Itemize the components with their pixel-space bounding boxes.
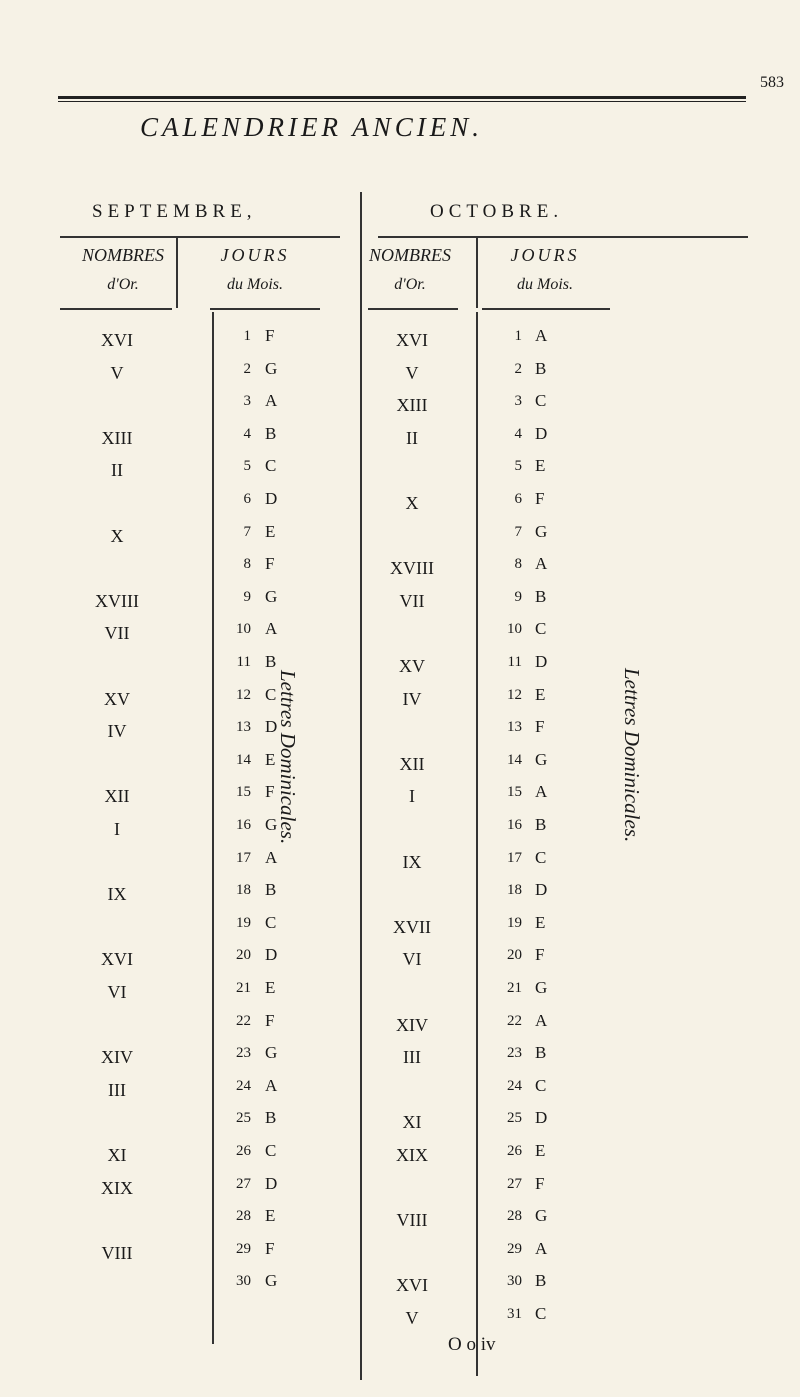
dominical-letter: C [265,684,277,704]
dominical-letter: G [535,1206,548,1226]
day-number: 30 [507,1273,522,1290]
dominical-letter: B [265,652,277,671]
day-number: 28 [507,1208,522,1225]
dominical-letter: C [265,912,277,932]
day-number: 15 [507,784,522,801]
day-number: 6 [514,491,522,507]
dominical-letter: G [265,1271,278,1291]
day-number: 19 [507,914,522,931]
golden-number: VI [107,982,127,1002]
dominical-letter: A [535,554,548,574]
top-rule-thick [58,96,746,99]
dominical-letter: D [265,717,278,737]
dominical-letter: G [535,749,548,769]
day-number: 18 [236,882,251,899]
october-golden-sub: d'Or. [394,276,426,293]
golden-number: VIII [396,1210,428,1231]
day-number: 24 [507,1077,522,1094]
october-header-rule [378,236,748,238]
dominical-letter: G [265,1043,278,1063]
october-golden-header: NOMBRES [369,245,451,265]
dominical-letter: E [265,978,276,997]
golden-number: V [405,1308,419,1328]
dominical-letter: B [265,880,277,900]
day-number: 10 [236,621,251,638]
dominical-letter: C [535,847,547,867]
dominical-letter: G [265,358,278,378]
dominical-letter: B [535,586,547,606]
dominical-letter: D [535,423,548,443]
dominical-letter: A [265,619,278,639]
day-number: 11 [236,654,251,670]
golden-number: V [405,362,419,383]
golden-number: X [405,493,419,513]
day-number: 2 [243,360,251,377]
september-header-divider [176,236,178,308]
day-number: 3 [514,393,522,410]
october-side-label: Lettres Dominicales. [620,668,644,843]
dominical-letter: B [535,815,547,834]
golden-number: II [111,460,123,481]
dominical-letter: B [535,1271,547,1291]
day-number: 9 [514,588,522,605]
day-number: 1 [514,328,522,344]
dominical-letter: E [535,456,546,476]
day-number: 22 [507,1012,522,1029]
golden-number: V [110,362,124,383]
dominical-letter: E [265,1206,276,1226]
september-days-rule [210,308,320,310]
day-number: 8 [243,556,251,573]
dominical-letter: A [535,1010,548,1030]
dominical-letter: E [535,912,546,932]
dominical-letter: E [535,684,546,704]
day-number: 1 [243,328,251,344]
october-days-rule [482,308,610,310]
september-days-header: JOURS [220,245,290,265]
golden-number: XVIII [95,590,139,611]
day-number: 15 [236,784,251,801]
september-days-line [212,312,214,1344]
day-number: 4 [243,425,251,442]
day-number: 7 [243,523,251,540]
day-number: 16 [236,817,251,833]
day-number: 18 [507,882,522,899]
golden-number: XVI [101,330,133,350]
golden-number: XVII [393,916,431,937]
dominical-letter: E [265,521,276,541]
golden-number: XV [104,688,130,709]
day-number: 12 [236,686,251,703]
september-golden-header: NOMBRES [82,245,164,265]
golden-number: XII [399,753,425,774]
month-october: OCTOBRE. [430,201,564,222]
september-golden-rule [60,308,172,310]
dominical-letter: D [535,1108,548,1128]
day-number: 6 [243,491,251,507]
day-number: 27 [236,1175,251,1192]
day-number: 25 [236,1110,251,1127]
dominical-letter: A [265,391,278,411]
day-number: 26 [236,1143,251,1159]
day-number: 30 [236,1273,251,1290]
golden-number: XIII [101,427,133,448]
golden-number: XI [107,1145,127,1165]
golden-number: IV [107,721,127,742]
day-number: 8 [514,556,522,573]
golden-number: XI [402,1112,422,1133]
day-number: 21 [236,980,251,996]
dominical-letter: F [265,554,275,574]
day-number: 11 [507,654,522,670]
dominical-letter: G [265,586,278,606]
dominical-letter: D [535,652,548,671]
golden-number: III [108,1079,126,1100]
golden-number: VIII [101,1242,133,1263]
center-divider [360,192,362,1380]
september-days-sub: du Mois. [227,276,283,293]
dominical-letter: D [265,489,278,508]
day-number: 22 [236,1012,251,1029]
dominical-letter: F [265,1010,275,1030]
dominical-letter: C [265,1141,277,1160]
day-number: 23 [236,1045,251,1062]
golden-number: XVI [101,949,133,970]
dominical-letter: G [535,521,548,541]
golden-number: VII [104,623,130,644]
golden-number: XIII [396,395,428,416]
golden-number: XIV [396,1014,428,1035]
golden-number: XV [399,656,425,676]
day-number: 16 [507,817,522,833]
month-september: SEPTEMBRE, [92,201,257,222]
day-number: 12 [507,686,522,703]
day-number: 29 [507,1240,522,1257]
day-number: 24 [236,1077,251,1094]
golden-number: XVI [396,330,428,350]
golden-number: XII [104,786,130,807]
dominical-letter: F [535,945,545,965]
october-days-line [476,312,478,1376]
day-number: 13 [507,719,522,736]
dominical-letter: F [265,1238,275,1258]
september-side-label: Lettres Dominicales. [276,670,300,845]
golden-number: IV [402,688,422,709]
day-number: 27 [507,1175,522,1192]
dominical-letter: B [265,423,277,443]
day-number: 17 [507,849,522,866]
golden-number: X [110,525,124,546]
day-number: 20 [507,947,522,964]
day-number: 28 [236,1208,251,1225]
day-number: 14 [507,751,522,768]
day-number: 21 [507,980,522,996]
dominical-letter: F [535,1173,545,1193]
day-number: 9 [243,588,251,605]
dominical-letter: C [535,619,547,639]
day-number: 20 [236,947,251,964]
golden-number: I [409,786,415,807]
dominical-letter: C [265,456,277,476]
dominical-letter: E [535,1141,546,1160]
dominical-letter: A [265,847,278,867]
dominical-letter: A [265,1075,278,1095]
page-number: 583 [760,74,784,91]
golden-number: XVI [396,1275,428,1296]
dominical-letter: G [535,978,548,997]
dominical-letter: D [265,1173,278,1193]
day-number: 4 [514,425,522,442]
day-number: 29 [236,1240,251,1257]
golden-number: I [114,819,120,839]
day-number: 2 [514,360,522,377]
dominical-letter: C [535,391,547,411]
day-number: 26 [507,1143,522,1159]
day-number: 10 [507,621,522,638]
day-number: 7 [514,523,522,540]
day-number: 25 [507,1110,522,1127]
dominical-letter: A [535,326,548,345]
day-number: 3 [243,393,251,410]
dominical-letter: C [535,1075,547,1095]
golden-number: XIX [396,1145,428,1165]
top-rule-thin [58,101,746,102]
dominical-letter: C [535,1304,547,1323]
october-golden-rule [368,308,458,310]
golden-number: III [403,1047,421,1068]
dominical-letter: F [265,326,275,345]
dominical-letter: B [535,1043,547,1063]
dominical-letter: G [265,815,278,834]
day-number: 23 [507,1045,522,1062]
day-number: 5 [514,458,522,475]
golden-number: XVIII [390,558,434,579]
dominical-letter: F [535,489,545,508]
dominical-letter: A [535,782,548,802]
dominical-letter: F [265,782,275,802]
september-golden-sub: d'Or. [107,276,139,293]
dominical-letter: F [535,717,545,737]
day-number: 19 [236,914,251,931]
october-days-sub: du Mois. [517,276,573,293]
page-title: CALENDRIER ANCIEN. [140,112,484,142]
catchword: O o iv [448,1334,496,1355]
dominical-letter: E [265,749,276,769]
september-header-rule [60,236,340,238]
golden-number: IX [107,884,127,905]
dominical-letter: D [535,880,548,900]
day-number: 14 [236,751,251,768]
golden-number: IX [402,851,422,872]
golden-number: XIV [101,1047,133,1068]
day-number: 17 [236,849,251,866]
day-number: 31 [507,1306,522,1322]
dominical-letter: B [535,358,547,378]
dominical-letter: D [265,945,278,965]
day-number: 5 [243,458,251,475]
dominical-letter: A [535,1238,548,1258]
day-number: 13 [236,719,251,736]
dominical-letter: B [265,1108,277,1128]
golden-number: VI [402,949,422,970]
golden-number: II [406,427,418,448]
golden-number: VII [399,590,425,611]
october-header-divider [476,236,478,308]
october-days-header: JOURS [510,245,580,265]
golden-number: XIX [101,1177,133,1198]
